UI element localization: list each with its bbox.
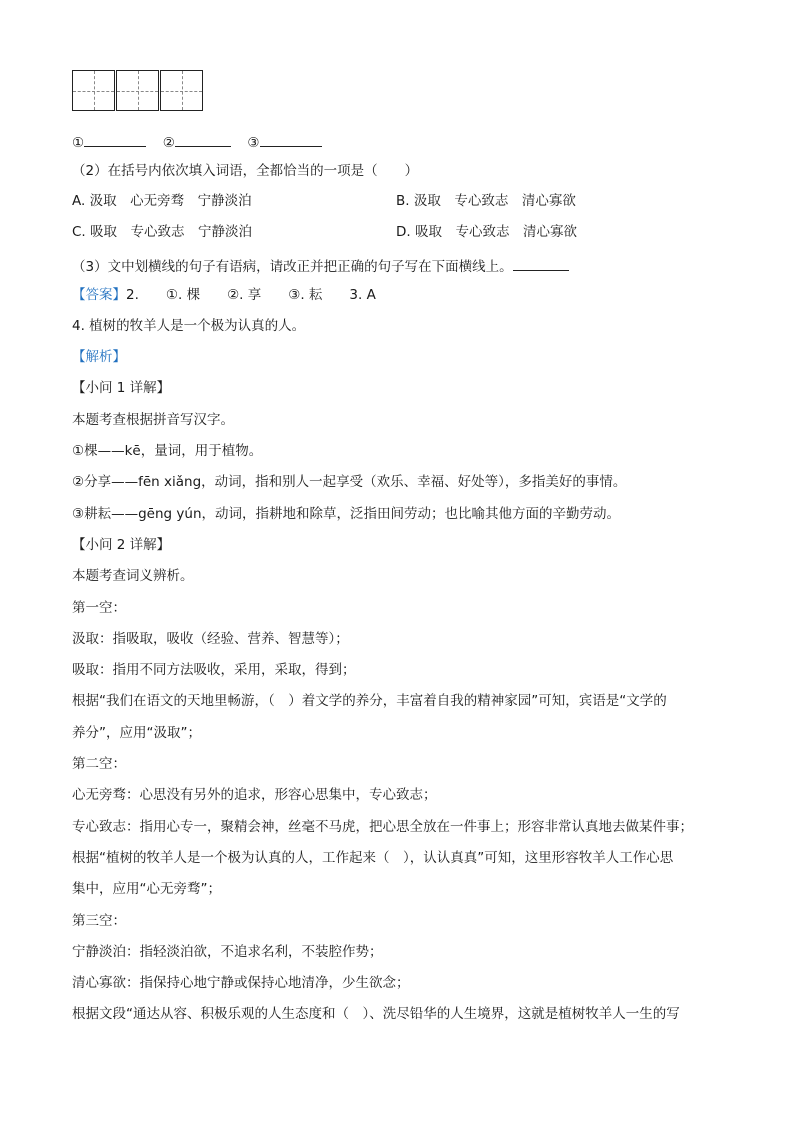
blank-label-2: ② — [162, 135, 175, 151]
blank-2-line-1: 心无旁骛：心思没有另外的追求，形容心思集中，专心致志； — [72, 787, 437, 803]
blank-2-line-3: 根据“植树的牧羊人是一个极为认真的人，工作起来（ ），认认真真”可知，这里形容牧羊人工作心思 — [72, 850, 674, 866]
answer-4: 4. 植树的牧羊人是一个极为认真的人。 — [72, 318, 306, 334]
blank-3-line-2: 清心寡欲：指保持心地宁静或保持心地清净，少生欲念； — [72, 975, 410, 991]
blank-label-1: ① — [72, 135, 85, 151]
sub-question-2-intro: 本题考查词义辨析。 — [72, 568, 194, 584]
blank-1-line-3: 根据“我们在语文的天地里畅游，（ ）着文学的养分，丰富着自我的精神家园”可知，宾语是“文学的 — [72, 693, 667, 709]
answer-line — [72, 286, 376, 304]
answer-heading: 【答案】 — [72, 287, 126, 303]
sub-question-2-heading: 【小问 2 详解】 — [72, 537, 171, 553]
tianzige-box[interactable] — [160, 70, 203, 111]
question-3 — [72, 256, 569, 276]
blank-2-line-2: 专心致志：指用心专一，聚精会神，丝毫不马虎，把心思全放在一件事上；形容非常认真地去做某件事； — [72, 819, 693, 835]
blank-2-line-4: 集中，应用“心无旁骛”； — [72, 881, 221, 897]
option-d: D. 吸取 专心致志 清心寡欲 — [396, 224, 577, 240]
answer-body: 2. ①. 棵 ②. 享 ③. 耘 3. A — [126, 287, 376, 303]
option-c: C. 吸取 专心致志 宁静淡泊 — [72, 224, 253, 240]
blank-3-line-1: 宁静淡泊：指轻淡泊欲，不追求名利，不装腔作势； — [72, 944, 383, 960]
blank-1-line-1: 汲取：指吸取，吸收（经验、营养、智慧等）； — [72, 631, 349, 647]
tianzige-box[interactable] — [116, 70, 159, 111]
blank-1-heading: 第一空： — [72, 600, 126, 616]
tianzige-box[interactable] — [72, 70, 115, 111]
blank-label-3: ③ — [247, 135, 260, 151]
blank-3-line-3: 根据文段“通达从容、积极乐观的人生态度和（ ）、洗尽铅华的人生境界，这就是植树牧羊人一生的写 — [72, 1006, 680, 1022]
blanks-row — [72, 132, 322, 152]
analysis-heading: 【解析】 — [72, 349, 126, 365]
sub-question-1-line-3: ③耕耘——gēng yún，动词，指耕地和除草，泛指田间劳动；也比喻其他方面的辛勤劳动。 — [72, 506, 620, 522]
sub-question-1-heading: 【小问 1 详解】 — [72, 380, 171, 396]
answer-blank-1[interactable] — [84, 132, 146, 147]
option-b: B. 汲取 专心致志 清心寡欲 — [396, 193, 576, 209]
question-2-prompt: （2）在括号内依次填入词语，全都恰当的一项是（ ） — [72, 163, 419, 179]
sub-question-1-line-1: ①棵——kē，量词，用于植物。 — [72, 443, 263, 459]
answer-blank-2[interactable] — [175, 132, 231, 147]
blank-3-heading: 第三空： — [72, 913, 126, 929]
answer-blank-q3[interactable] — [513, 256, 569, 271]
tianzige-grid — [72, 70, 203, 111]
sub-question-1-intro: 本题考查根据拼音写汉字。 — [72, 412, 234, 428]
blank-2-heading: 第二空： — [72, 756, 126, 772]
blank-1-line-2: 吸取：指用不同方法吸收，采用，采取，得到； — [72, 662, 356, 678]
question-3-prompt: （3）文中划横线的句子有语病，请改正并把正确的句子写在下面横线上。 — [72, 259, 513, 275]
answer-blank-3[interactable] — [260, 132, 322, 147]
blank-1-line-4: 养分”，应用“汲取”； — [72, 725, 201, 741]
sub-question-1-line-2: ②分享——fēn xiǎng，动词，指和别人一起享受（欢乐、幸福、好处等），多指美好的事情。 — [72, 474, 627, 490]
option-a: A. 汲取 心无旁骛 宁静淡泊 — [72, 193, 252, 209]
